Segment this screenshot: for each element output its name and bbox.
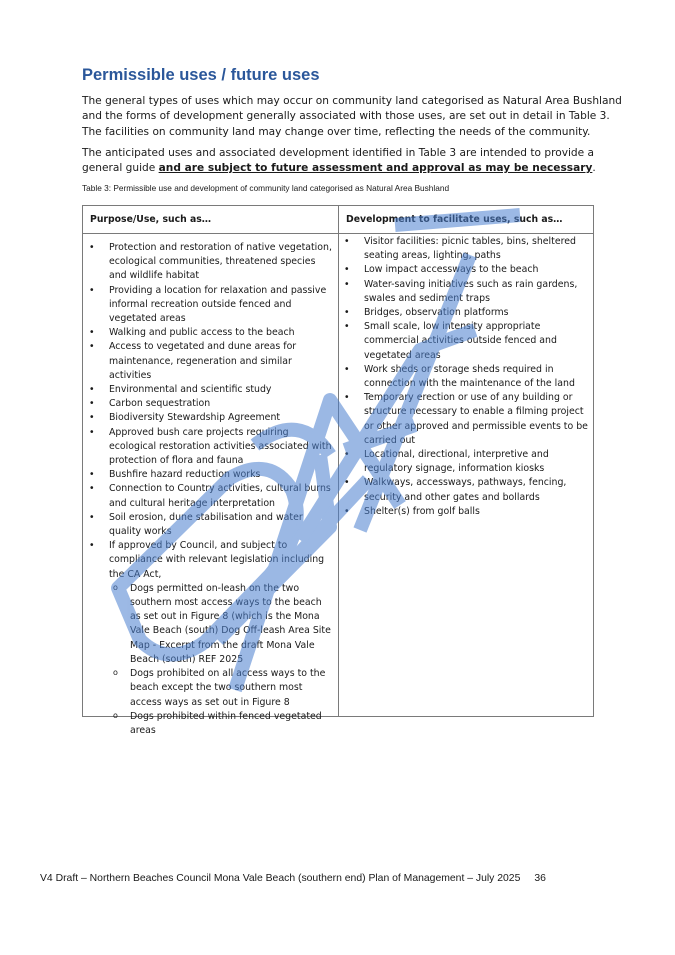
guidance-lead: The anticipated uses and associated development identified in Table 3 are intended to provide a general guide — [82, 147, 595, 175]
list-item: • Providing a location for relaxation and passive informal recreation outside fenced and vegetated areas — [83, 284, 338, 327]
page-footer — [40, 873, 546, 884]
guidance-emphasis: and are subject to future assessment and approval as may be necessary — [158, 162, 593, 175]
list-item: • Approved bush care projects requiring ecological restoration activities associated with protection of flora and fauna — [83, 426, 338, 469]
guidance-tail: . — [592, 162, 596, 175]
list-item: • Temporary erection or use of any building or structure necessary to enable a filming project or other approved and permissible events to be carried out — [338, 391, 594, 448]
list-item: • Work sheds or storage sheds required in connection with the maintenance of the land — [338, 363, 594, 391]
list-item: • Environmental and scientific study — [83, 383, 338, 397]
list-item: • Carbon sequestration — [83, 397, 338, 411]
development-column — [338, 235, 594, 519]
intro-paragraph: The general types of uses which may occur on community land categorised as Natural Area Bushland and the forms of development generally associated with those uses, are set out in detail in Table 3. The facilities on community land may change over time, reflecting the needs of the community. — [82, 95, 622, 138]
header-divider — [83, 233, 593, 234]
list-item: • Visitor facilities: picnic tables, bins, sheltered seating areas, lighting, paths — [338, 235, 594, 263]
list-item: • Connection to Country activities, cultural burns and cultural heritage interpretation — [83, 482, 338, 510]
development-list — [338, 235, 594, 519]
list-subitem: o Dogs prohibited on all access ways to the beach except the two southern most access ways as set out in Figure 8 — [83, 667, 338, 710]
list-item: • Water-saving initiatives such as rain gardens, swales and sediment traps — [338, 278, 594, 306]
list-item: • Small scale, low intensity appropriate commercial activities outside fenced and vegetated areas — [338, 320, 594, 363]
list-item: • If approved by Council, and subject to compliance with relevant legislation including the CA Act, — [83, 539, 338, 582]
list-item: • Access to vegetated and dune areas for maintenance, regeneration and similar activities — [83, 340, 338, 383]
list-item: • Bridges, observation platforms — [338, 306, 594, 320]
guidance-paragraph — [82, 146, 622, 177]
list-item: • Bushfire hazard reduction works — [83, 468, 338, 482]
list-item: • Biodiversity Stewardship Agreement — [83, 411, 338, 425]
purpose-use-list — [83, 241, 338, 738]
list-item: • Low impact accessways to the beach — [338, 263, 594, 277]
permissible-use-table — [82, 205, 594, 736]
list-item: • Walking and public access to the beach — [83, 326, 338, 340]
list-subitem: o Dogs permitted on-leash on the two southern most access ways to the beach as set out in Figure 8 (which is the Mona Vale Beach (south) Dog Off-leash Area Site Map - Excerpt from the draft Mona Vale Beach (south) REF 2025 — [83, 582, 338, 667]
purpose-use-column — [83, 241, 338, 738]
list-item: • Shelter(s) from golf balls — [338, 505, 594, 519]
list-item: • Soil erosion, dune stabilisation and water quality works — [83, 511, 338, 539]
list-item: • Walkways, accessways, pathways, fencing, security and other gates and bollards — [338, 476, 594, 504]
list-subitem: o Dogs prohibited within fenced vegetated areas — [83, 710, 338, 738]
list-item: • Protection and restoration of native vegetation, ecological communities, threatened species and wildlife habitat — [83, 241, 338, 284]
table-caption: Table 3: Permissible use and development of community land categorised as Natural Area Bushland — [82, 183, 450, 193]
header-purpose-use: Purpose/Use, such as… — [90, 214, 212, 225]
list-item: • Locational, directional, interpretive and regulatory signage, information kiosks — [338, 448, 594, 476]
footer-text: V4 Draft – Northern Beaches Council Mona Vale Beach (southern end) Plan of Management – July 2025 — [40, 873, 521, 884]
header-development: Development to facilitate uses, such as… — [346, 214, 563, 225]
page-number: 36 — [534, 873, 546, 884]
section-heading: Permissible uses / future uses — [82, 66, 320, 84]
